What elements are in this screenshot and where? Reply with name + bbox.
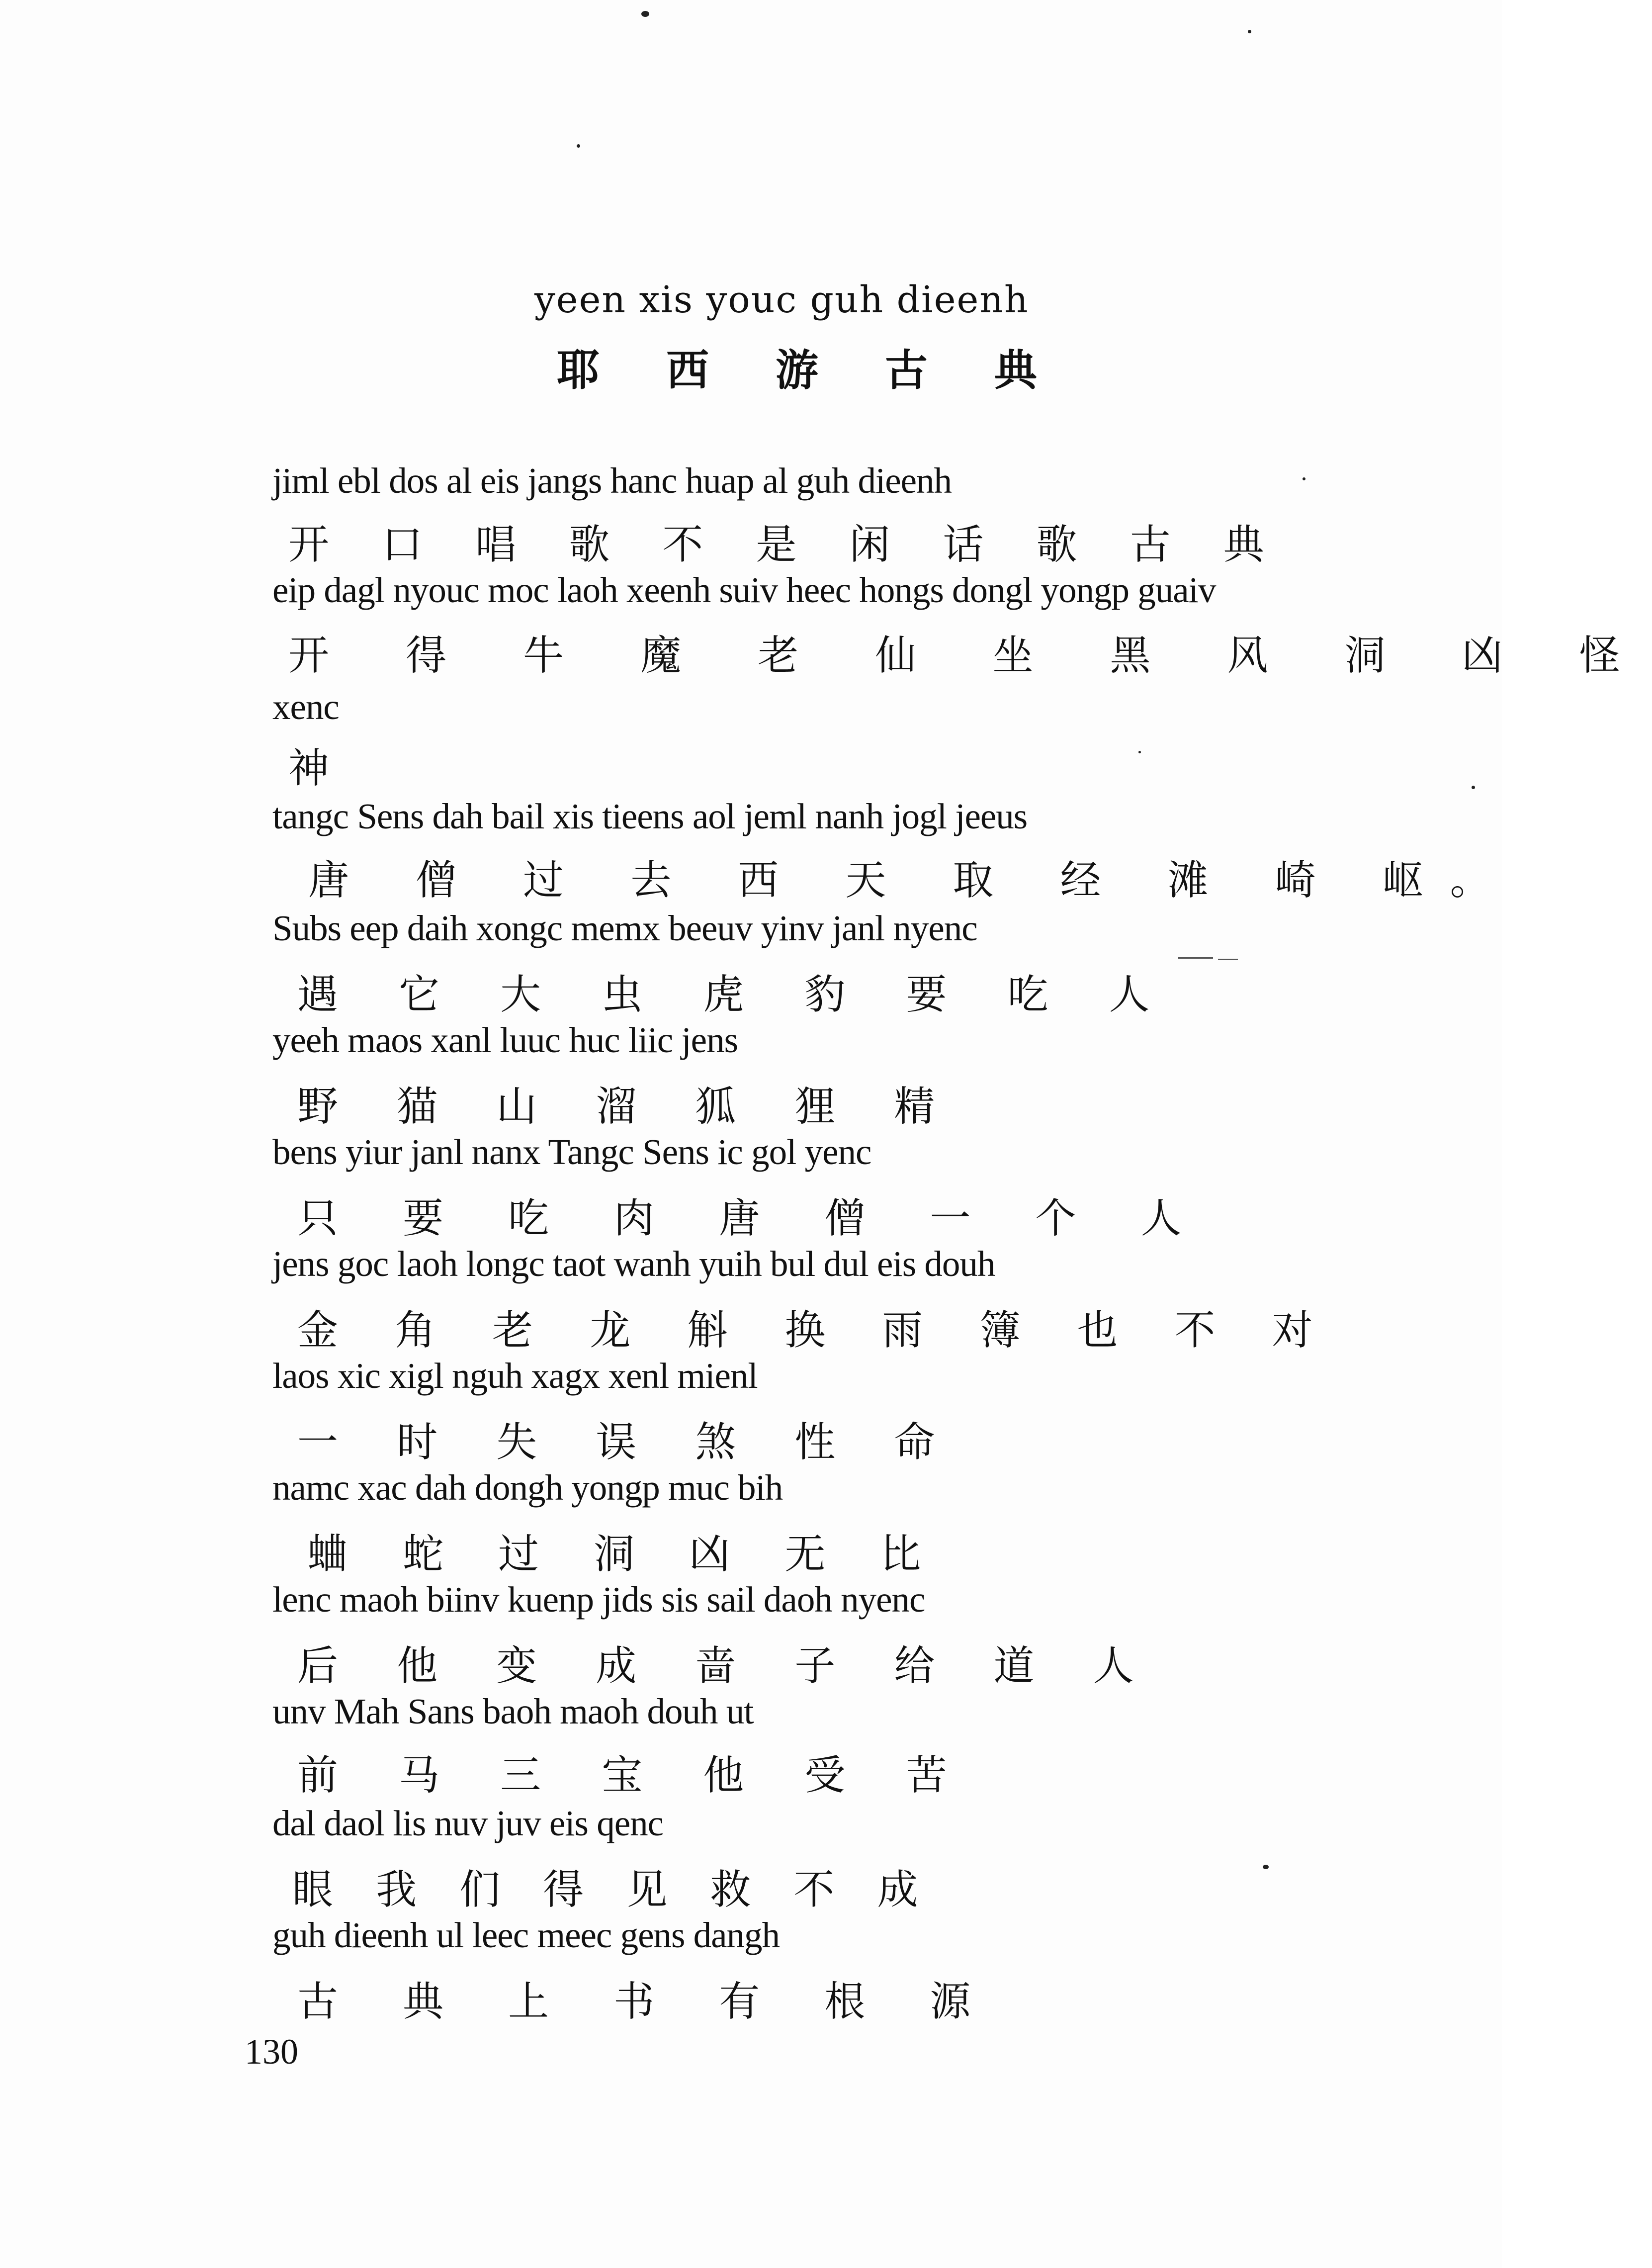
verse-chinese-line: 唐 僧 过 去 西 天 取 经 滩 崎 岖。 xyxy=(308,857,1518,904)
verse-chinese-line: 古 典 上 书 有 根 源 xyxy=(297,1978,997,2025)
title-chinese: 耶 西 游 古 典 xyxy=(557,346,1063,395)
verse-chinese-line: 前 马 三 宝 他 受 苦 xyxy=(297,1752,971,1799)
verse-chinese-line: 一 时 失 误 煞 性 命 xyxy=(297,1419,958,1466)
verse-chinese-line: 开 口 唱 歌 不 是 闲 话 歌 古 典 xyxy=(288,521,1284,568)
verse-chinese-line: 只 要 吃 肉 唐 僧 一 个 人 xyxy=(297,1195,1208,1242)
verse-chinese-line: 眼 我 们 得 见 救 不 成 xyxy=(292,1866,933,1913)
verse-romanized-line: namc xac dah dongh yongp muc bih xyxy=(272,1467,783,1508)
verse-chinese-line: 神 xyxy=(288,745,349,792)
verse-romanized-line: jens goc laoh longc taot wanh yuih bul dul eis douh xyxy=(272,1244,995,1284)
verse-romanized-line: eip dagl nyouc moc laoh xeenh suiv heec hongs dongl yongp guaiv xyxy=(272,570,1216,610)
page-number: 130 xyxy=(245,2032,298,2072)
verse-chinese-line: 蛐 蛇 过 洞 凶 无 比 xyxy=(307,1531,942,1578)
verse-chinese-line: 野 猫 山 溜 狐 狸 精 xyxy=(297,1083,958,1130)
title-romanized: yeen xis youc guh dieenh xyxy=(534,278,1029,321)
verse-romanized-line: unv Mah Sans baoh maoh douh ut xyxy=(272,1691,754,1731)
verse-romanized-line: Subs eep daih xongc memx beeuv yinv janl nyenc xyxy=(272,908,977,948)
verse-romanized-line: xenc xyxy=(272,687,339,727)
verse-chinese-line: 金 角 老 龙 斛 换 雨 簿 也 不 对 xyxy=(297,1307,1335,1354)
verse-romanized-line: guh dieenh ul leec meec gens dangh xyxy=(272,1915,780,1955)
verse-romanized-line: bens yiur janl nanx Tangc Sens ic gol yenc xyxy=(272,1132,871,1172)
verse-romanized-line: jiml ebl dos al eis jangs hanc huap al guh dieenh xyxy=(272,460,952,501)
verse-chinese-line: 遇 它 大 虫 虎 豹 要 吃 人 xyxy=(297,971,1174,1018)
verse-romanized-line: laos xic xigl nguh xagx xenl mienl xyxy=(272,1356,758,1396)
verse-romanized-line: dal daol lis nuv juv eis qenc xyxy=(272,1803,664,1843)
verse-chinese-line: 后 他 变 成 啬 子 给 道 人 xyxy=(297,1642,1157,1690)
verse-romanized-line: tangc Sens dah bail xis tieens aol jeml nanh jogl jeeus xyxy=(272,796,1028,836)
verse-chinese-line: 开 得 牛 魔 老 仙 坐 黑 风 洞 凶 怪 xyxy=(288,632,1652,679)
verse-romanized-line: yeeh maos xanl luuc huc liic jens xyxy=(272,1020,738,1060)
verse-romanized-line: lenc maoh biinv kuenp jids sis sail daoh nyenc xyxy=(272,1579,925,1620)
